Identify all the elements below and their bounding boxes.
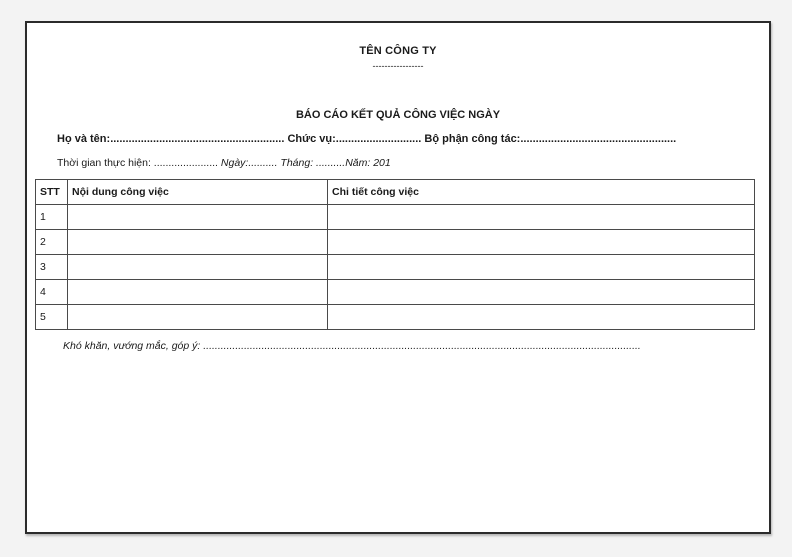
row-stt: 3 (36, 255, 68, 280)
employee-info-line (57, 133, 676, 145)
header-content: Nội dung công việc (68, 180, 328, 205)
report-title: BÁO CÁO KẾT QUẢ CÔNG VIỆC NGÀY (295, 109, 501, 121)
name-label: Họ và tên: (57, 133, 111, 145)
position-field: ............................ (335, 133, 422, 145)
table-row (36, 305, 755, 330)
row-content-cell (68, 255, 328, 280)
department-field: ................................................... (520, 133, 677, 145)
row-stt: 4 (36, 280, 68, 305)
header-stt: STT (36, 180, 68, 205)
day-field: Ngày:.......... (217, 157, 281, 169)
row-content-cell (68, 230, 328, 255)
row-detail-cell (328, 255, 755, 280)
header-detail: Chi tiết công việc (328, 180, 755, 205)
month-field: Tháng: .......... (280, 157, 346, 169)
table-row (36, 230, 755, 255)
issues-label: Khó khăn, vướng mắc, góp ý: (63, 340, 204, 352)
row-stt: 2 (36, 230, 68, 255)
department-label: Bộ phận công tác: (424, 133, 521, 145)
company-name: TÊN CÔNG TY (359, 45, 437, 57)
time-label: Thời gian thực hiện: (57, 157, 154, 169)
year-field: Năm: 201 (345, 157, 391, 169)
issues-field: ...................................................................................................................................................... (203, 340, 641, 352)
time-line (57, 157, 391, 169)
report-form-sheet (25, 21, 771, 534)
row-stt: 5 (36, 305, 68, 330)
issues-line (63, 340, 641, 352)
work-table-container (35, 179, 755, 330)
table-row (36, 205, 755, 230)
work-table (35, 179, 755, 330)
row-stt: 1 (36, 205, 68, 230)
position-label: Chức vụ: (287, 133, 336, 145)
table-row (36, 255, 755, 280)
table-header-row (36, 180, 755, 205)
company-divider: ----------------- (372, 61, 424, 71)
time-field: ...................... (153, 157, 218, 169)
row-content-cell (68, 205, 328, 230)
row-detail-cell (328, 205, 755, 230)
table-row (36, 280, 755, 305)
row-content-cell (68, 280, 328, 305)
row-detail-cell (328, 305, 755, 330)
name-field: ......................................................... (110, 133, 285, 145)
row-detail-cell (328, 280, 755, 305)
row-content-cell (68, 305, 328, 330)
row-detail-cell (328, 230, 755, 255)
